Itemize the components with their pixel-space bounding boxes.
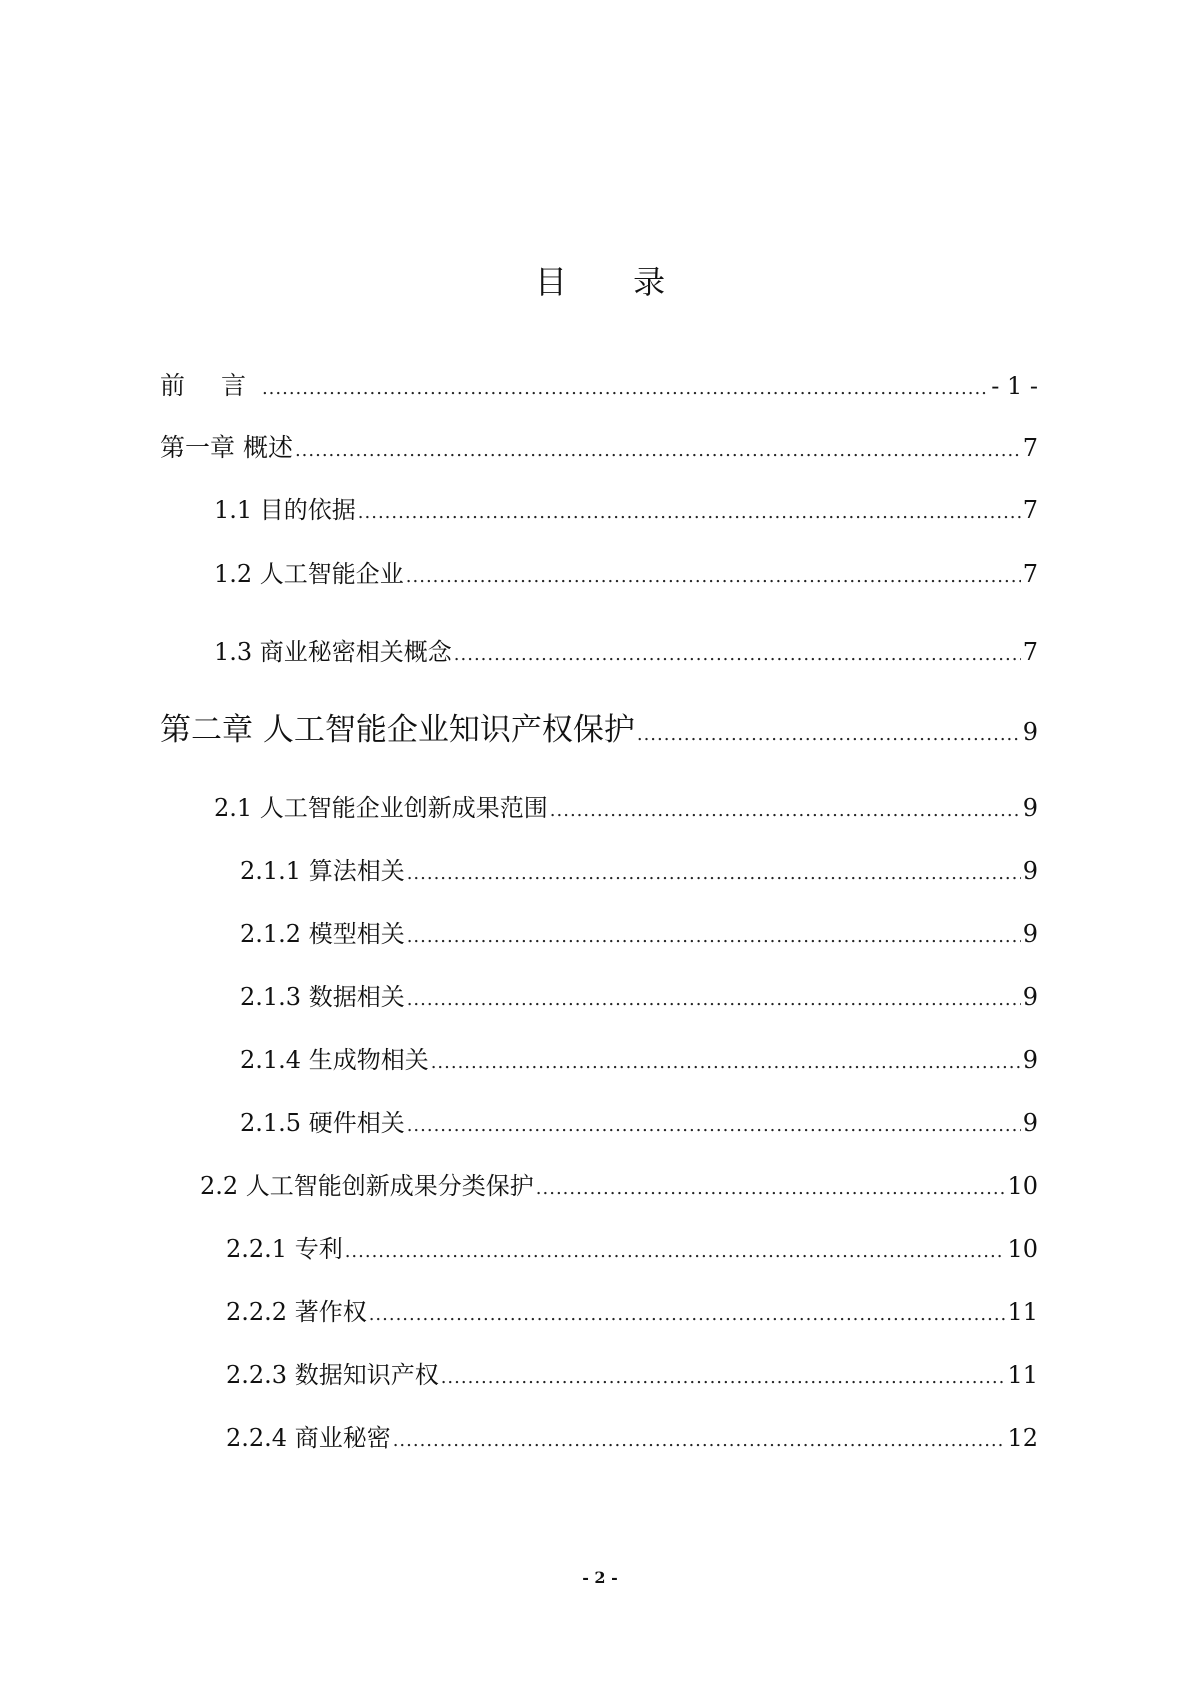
toc-entry-label: 1.2 人工智能企业 [214, 560, 404, 588]
toc-leader [407, 854, 1021, 894]
toc-leader [441, 1358, 1006, 1398]
toc-entry-label: 前 言 [160, 371, 260, 400]
toc-leader [393, 1421, 1006, 1461]
toc-entry-page: 9 [1022, 1046, 1038, 1074]
toc-entry-2-2-4[interactable] [226, 1418, 1038, 1458]
toc-entry-label: 第二章 人工智能企业知识产权保护 [160, 712, 635, 748]
toc-entry-page: 7 [1022, 496, 1038, 524]
toc-leader [536, 1169, 1006, 1209]
toc-entry-label: 第一章 概述 [160, 433, 293, 462]
toc-entry-label: 2.1.5 硬件相关 [240, 1109, 405, 1137]
toc-leader [358, 493, 1021, 533]
toc-entry-label: 2.2.4 商业秘密 [226, 1424, 391, 1452]
toc-leader [345, 1232, 1006, 1272]
toc-entry-page: 9 [1022, 920, 1038, 948]
toc-entry-2-2-2[interactable] [226, 1292, 1038, 1332]
toc-entry-2-1-2[interactable] [240, 914, 1038, 954]
toc-leader [550, 791, 1021, 831]
toc-leader [431, 1043, 1021, 1083]
toc-entry-label: 2.1.2 模型相关 [240, 920, 405, 948]
toc-entry-chapter-1[interactable] [160, 428, 1038, 468]
toc-entry-page: 9 [1022, 794, 1038, 822]
toc-entry-label: 2.1.4 生成物相关 [240, 1046, 429, 1074]
toc-leader [369, 1295, 1006, 1335]
toc-entry-page: 7 [1022, 434, 1038, 462]
toc-entry-label: 2.1.1 算法相关 [240, 857, 405, 885]
toc-entry-2-1-4[interactable] [240, 1040, 1038, 1080]
page-title: 目 录 [534, 263, 694, 301]
toc-entry-1-1[interactable] [214, 490, 1038, 530]
toc-entry-page: 10 [1007, 1235, 1038, 1263]
toc-leader [262, 369, 989, 409]
toc-entry-page: 7 [1022, 638, 1038, 666]
toc-entry-label: 2.2.1 专利 [226, 1235, 343, 1263]
toc-entry-2-2-1[interactable] [226, 1229, 1038, 1269]
toc-entry-label: 1.3 商业秘密相关概念 [214, 638, 452, 666]
toc-entry-label: 2.1.3 数据相关 [240, 983, 405, 1011]
toc-entry-page: 9 [1022, 983, 1038, 1011]
toc-entry-label: 2.2 人工智能创新成果分类保护 [200, 1172, 534, 1200]
toc-entry-label: 2.2.2 著作权 [226, 1298, 367, 1326]
toc-entry-1-2[interactable] [214, 554, 1038, 594]
toc-entry-2-2-3[interactable] [226, 1355, 1038, 1395]
toc-entry-page: 9 [1022, 857, 1038, 885]
toc-entry-page: 12 [1007, 1424, 1038, 1452]
page-number-footer: - 2 - [582, 1568, 618, 1587]
toc-entry-label: 2.2.3 数据知识产权 [226, 1361, 439, 1389]
toc-entry-2-1-3[interactable] [240, 977, 1038, 1017]
toc-leader [406, 557, 1021, 597]
toc-entry-1-3[interactable] [214, 632, 1038, 672]
toc-entry-page: 11 [1007, 1298, 1038, 1326]
toc-leader [407, 1106, 1021, 1146]
toc-entry-page: 7 [1022, 560, 1038, 588]
toc-entry-page: - 1 - [991, 372, 1038, 400]
toc-entry-2-1[interactable] [214, 788, 1038, 828]
toc-entry-label: 1.1 目的依据 [214, 496, 356, 524]
toc-entry-page: 11 [1007, 1361, 1038, 1389]
toc-leader [407, 980, 1021, 1020]
toc-entry-2-1-1[interactable] [240, 851, 1038, 891]
toc-entry-2-2[interactable] [200, 1166, 1038, 1206]
toc-entry-page: 10 [1007, 1172, 1038, 1200]
toc-entry-chapter-2[interactable] [160, 710, 1038, 750]
toc-entry-preface[interactable] [160, 366, 1038, 406]
toc-entry-page: 9 [1022, 718, 1038, 746]
toc-leader [454, 635, 1021, 675]
toc-leader [407, 917, 1021, 957]
toc-leader [295, 431, 1021, 471]
toc-entry-2-1-5[interactable] [240, 1103, 1038, 1143]
toc-leader [637, 715, 1021, 755]
toc-entry-page: 9 [1022, 1109, 1038, 1137]
toc-entry-label: 2.1 人工智能企业创新成果范围 [214, 794, 548, 822]
